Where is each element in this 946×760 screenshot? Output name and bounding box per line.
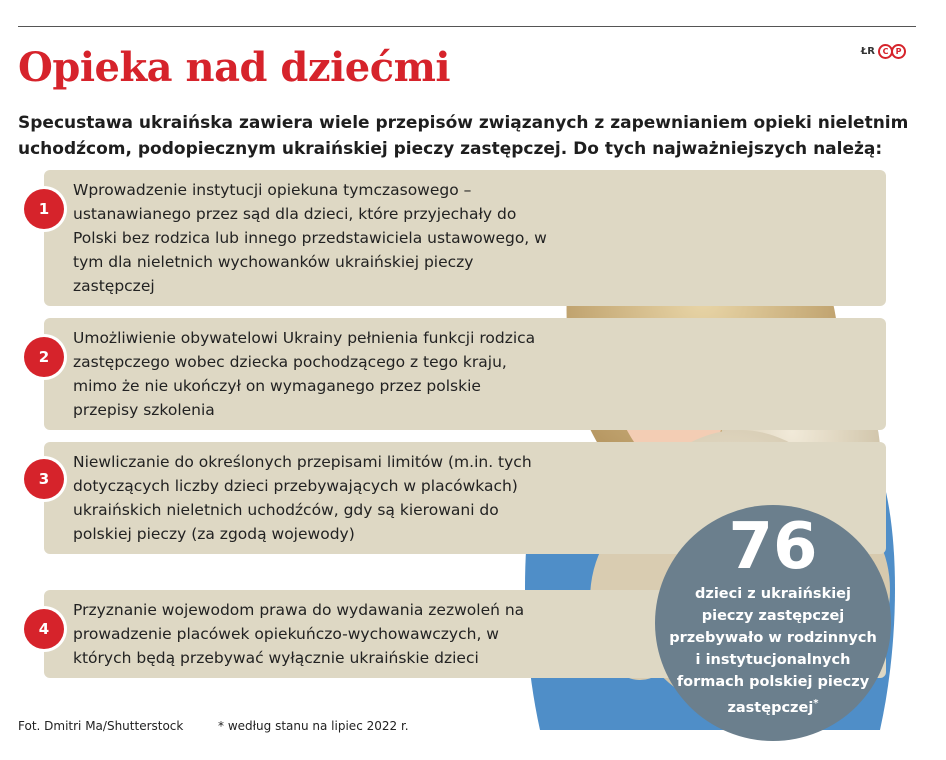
item-number-badge: 2 <box>24 337 64 377</box>
top-rule <box>18 26 916 27</box>
logo-letter-c: C <box>878 44 893 59</box>
list-item <box>38 318 886 430</box>
item-text: Umożliwienie obywatelowi Ukrainy pełnienia funkcji rodzica zastępczego wobec dziecka pochodzącego z tego kraju, mimo że nie ukończył on wymaganego przez polskie przepisy szkolenia <box>73 329 536 419</box>
item-number-badge: 3 <box>24 459 64 499</box>
page-title: Opieka nad dziećmi <box>18 44 451 91</box>
statistic-circle <box>655 505 891 741</box>
statistic-text: dzieci z ukraińskiej pieczy zastępczej przebywało w rodzinnych i instytucjonalnych formach polskiej pieczy zastępczej <box>669 586 877 716</box>
item-text: Przyznanie wojewodom prawa do wydawania zezwoleń na prowadzenie placówek opiekuńczo-wychowawczych, w których będą przebywać wyłącznie ukraińskie dzieci <box>73 601 525 667</box>
item-number-badge: 1 <box>24 189 64 229</box>
intro-text: Specustawa ukraińska zawiera wiele przepisów związanych z zapewnianiem opieki nieletnim uchodźcom, podopiecznym ukraińskiej pieczy zastępczej. Do tych najważniejszych należą: <box>18 113 909 159</box>
publisher-logo <box>880 44 906 59</box>
item-text: Wprowadzenie instytucji opiekuna tymczasowego – ustanawianego przez sąd dla dzieci, które przyjechały do Polski bez rodzica lub innego przedstawiciela ustawowego, w tym dla nieletnich wychowanków ukraińskiej pieczy zastępczej <box>73 181 547 295</box>
footnote-mark: * <box>813 698 819 709</box>
footnote: * według stanu na lipiec 2022 r. <box>218 719 409 733</box>
item-number-badge: 4 <box>24 609 64 649</box>
statistic-number: 76 <box>728 510 818 584</box>
logo-letter-p: P <box>891 44 906 59</box>
list-item <box>38 170 886 306</box>
item-text: Niewliczanie do określonych przepisami limitów (m.in. tych dotyczących liczby dzieci przebywających w placówkach) ukraińskich nieletnich uchodźców, gdy są kierowani do polskiej pieczy (za zgodą wojewody) <box>73 453 532 543</box>
brand <box>861 44 906 59</box>
statistic-description <box>655 583 891 719</box>
author-initials: ŁR <box>860 46 875 57</box>
photo-credit: Fot. Dmitri Ma/Shutterstock <box>18 719 184 733</box>
